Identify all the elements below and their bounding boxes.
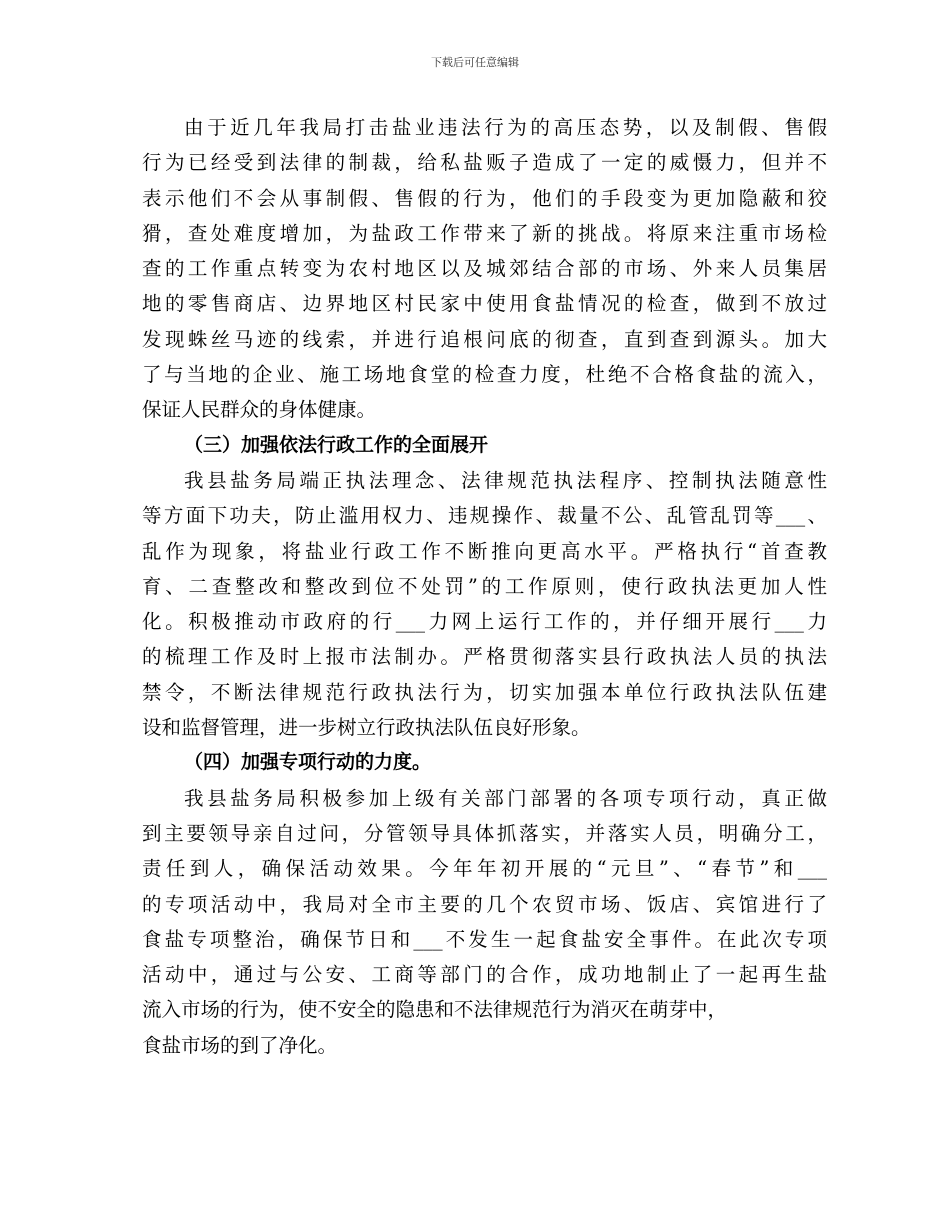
text-line: 我县盐务局积极参加上级有关部门部署的各项专项行动，真正做 bbox=[184, 786, 827, 810]
text-line: 的专项活动中，我局对全市主要的几个农贸市场、饭店、宾馆进行了 bbox=[142, 892, 827, 916]
header-note: 下载后可任意编辑 bbox=[431, 56, 519, 69]
section-heading: （三）加强依法行政工作的全面展开 bbox=[184, 433, 489, 456]
text-line: 食盐市场的到了净化。 bbox=[142, 1033, 338, 1057]
text-line: 流入市场的行为，使不安全的隐患和不法律规范行为消灭在萌芽中， bbox=[142, 998, 728, 1022]
text-line: 等方面下功夫，防止滥用权力、违规操作、裁量不公、乱管乱罚等___、 bbox=[142, 504, 827, 528]
text-line: 禁令，不断法律规范行政执法行为，切实加强本单位行政执法队伍建 bbox=[142, 680, 827, 704]
text-line: 猾，查处难度增加，为盐政工作带来了新的挑战。将原来注重市场检 bbox=[142, 221, 827, 245]
text-line: 育、二查整改和整改到位不处罚”的工作原则，使行政执法更加人性 bbox=[142, 574, 827, 598]
text-line: 由于近几年我局打击盐业违法行为的高压态势，以及制假、售假 bbox=[184, 116, 827, 139]
text-line: 行为已经受到法律的制裁，给私盐贩子造成了一定的威慑力，但并不 bbox=[142, 151, 827, 175]
section-heading: （四）加强专项行动的力度。 bbox=[184, 751, 432, 774]
text-line: 了与当地的企业、施工场地食堂的检查力度，杜绝不合格食盐的流入， bbox=[142, 363, 827, 387]
text-line: 的梳理工作及时上报市法制办。严格贯彻落实县行政执法人员的执法 bbox=[142, 645, 827, 669]
text-line: 发现蛛丝马迹的线索，并进行追根问底的彻查，直到查到源头。加大 bbox=[142, 327, 827, 351]
text-line: 保证人民群众的身体健康。 bbox=[142, 398, 377, 422]
text-line: 责任到人，确保活动效果。今年年初开展的“元旦”、“春节”和___ bbox=[142, 857, 827, 881]
text-line: 到主要领导亲自过问，分管领导具体抓落实，并落实人员，明确分工， bbox=[142, 821, 827, 845]
text-line: 食盐专项整治，确保节日和___不发生一起食盐安全事件。在此次专项 bbox=[142, 927, 827, 951]
text-line: 乱作为现象，将盐业行政工作不断推向更高水平。严格执行“首查教 bbox=[142, 539, 827, 563]
text-line: 化。积极推动市政府的行___力网上运行工作的，并仔细开展行___力 bbox=[142, 610, 827, 634]
document-body bbox=[142, 110, 827, 1063]
text-line: 地的零售商店、边界地区村民家中使用食盐情况的检查，做到不放过 bbox=[142, 292, 827, 316]
text-line: 我县盐务局端正执法理念、法律规范执法程序、控制执法随意性 bbox=[184, 468, 827, 492]
text-line: 设和监督管理，进一步树立行政执法队伍良好形象。 bbox=[142, 716, 591, 740]
text-line: 活动中，通过与公安、工商等部门的合作，成功地制止了一起再生盐 bbox=[142, 963, 827, 987]
text-line: 查的工作重点转变为农村地区以及城郊结合部的市场、外来人员集居 bbox=[142, 257, 827, 281]
text-line: 表示他们不会从事制假、售假的行为，他们的手段变为更加隐蔽和狡 bbox=[142, 186, 827, 210]
